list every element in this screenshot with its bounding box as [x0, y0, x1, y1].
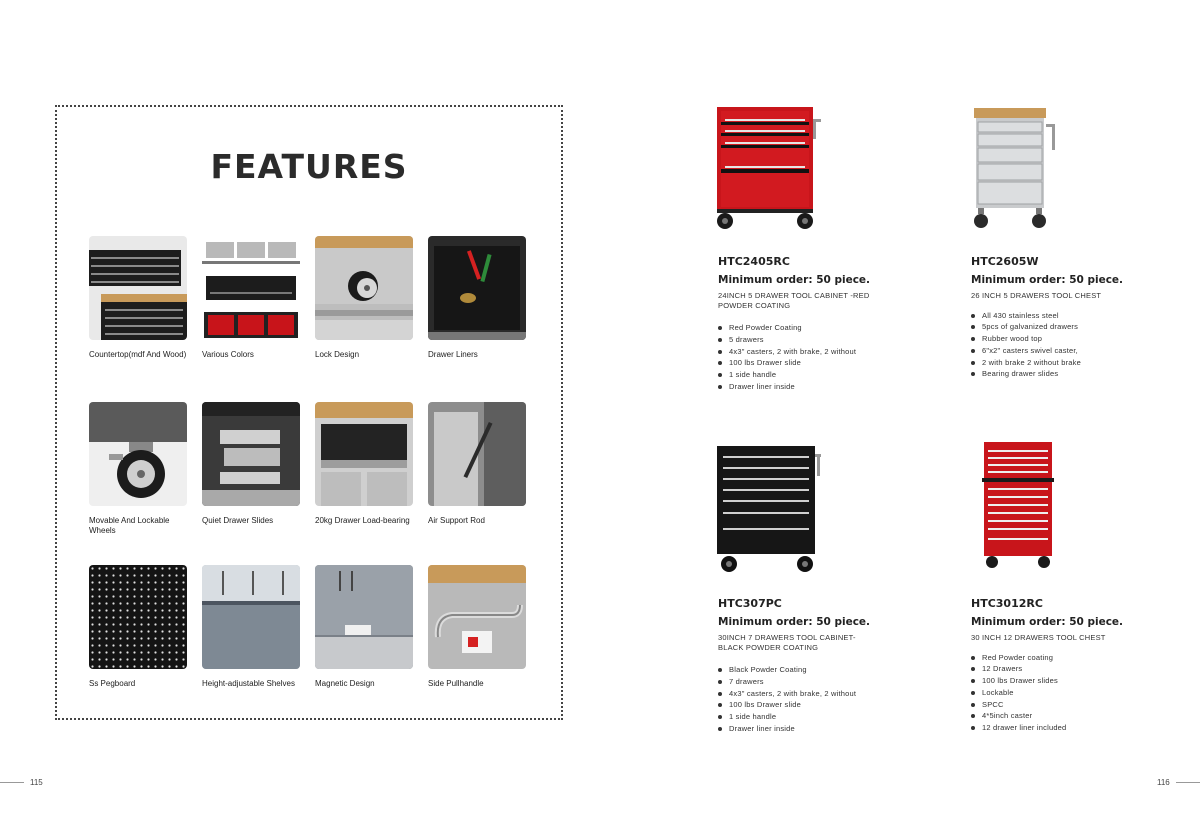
- spec-list: [971, 310, 1200, 381]
- product-description: 30 INCH 12 DRAWERS TOOL CHEST: [971, 633, 1106, 642]
- feature-caption: Side Pullhandle: [428, 679, 484, 688]
- feature-caption: Lock Design: [315, 350, 360, 359]
- product-htc307pc: [718, 597, 958, 735]
- feature-caption: 20kg Drawer Load-bearing: [315, 516, 410, 525]
- lock-design-image: [315, 236, 413, 340]
- spec-item: 100 lbs Drawer slide: [718, 357, 958, 369]
- feature-slides: [202, 402, 302, 526]
- product-code: HTC2405RC: [718, 255, 790, 268]
- minimum-order: Minimum order: 50 piece.: [718, 616, 871, 628]
- feature-caption: Drawer Liners: [428, 350, 478, 359]
- spec-item: 1 side handle: [718, 369, 958, 381]
- spec-item: 1 side handle: [718, 711, 958, 723]
- page-number-right: 116: [1157, 778, 1170, 787]
- feature-lock: [315, 236, 415, 360]
- pullhandle-image: [428, 565, 526, 669]
- shelves-image: [202, 565, 300, 669]
- spec-list: [718, 322, 958, 393]
- spec-item: Red Powder Coating: [718, 322, 958, 334]
- footer-rule-right: [1176, 782, 1200, 783]
- feature-caption: Quiet Drawer Slides: [202, 516, 274, 525]
- spec-item: Rubber wood top: [971, 333, 1200, 345]
- feature-pullhandle: [428, 565, 528, 689]
- feature-caption: Magnetic Design: [315, 679, 375, 688]
- features-title: FEATURES: [210, 147, 408, 186]
- pegboard-image: [89, 565, 187, 669]
- spec-item: 100 lbs Drawer slide: [718, 699, 958, 711]
- magnetic-design-image: [315, 565, 413, 669]
- minimum-order: Minimum order: 50 piece.: [971, 274, 1124, 286]
- htc307pc-product-image: [713, 444, 825, 574]
- feature-shelves: [202, 565, 302, 689]
- htc2405rc-product-image: [713, 105, 825, 233]
- feature-wheels: [89, 402, 189, 535]
- spec-item: 6"x2" casters swivel caster,: [971, 345, 1200, 357]
- htc2605w-product-image: [970, 106, 1078, 234]
- feature-air-rod: [428, 402, 528, 526]
- product-htc3012rc: [971, 597, 1200, 734]
- product-htc2605w: [971, 255, 1200, 380]
- spec-item: 100 lbs Drawer slides: [971, 675, 1200, 687]
- feature-colors: [202, 236, 302, 360]
- spec-item: 5 drawers: [718, 334, 958, 346]
- spec-item: 12 drawer liner included: [971, 722, 1200, 734]
- countertop-image: [89, 236, 187, 340]
- feature-caption: Movable And Lockable Wheels: [89, 516, 170, 535]
- load-bearing-image: [315, 402, 413, 506]
- spec-item: Red Powder coating: [971, 652, 1200, 664]
- spec-item: SPCC: [971, 699, 1200, 711]
- spec-item: 2 with brake 2 without brake: [971, 357, 1200, 369]
- air-support-rod-image: [428, 402, 526, 506]
- minimum-order: Minimum order: 50 piece.: [718, 274, 871, 286]
- feature-magnetic: [315, 565, 415, 689]
- spec-item: Lockable: [971, 687, 1200, 699]
- feature-caption: Various Colors: [202, 350, 254, 359]
- spec-item: All 430 stainless steel: [971, 310, 1200, 322]
- feature-caption: Air Support Rod: [428, 516, 485, 525]
- feature-pegboard: [89, 565, 189, 689]
- spec-item: 4x3" casters, 2 with brake, 2 without: [718, 688, 958, 700]
- feature-countertop: [89, 236, 189, 360]
- minimum-order: Minimum order: 50 piece.: [971, 616, 1124, 628]
- htc3012rc-product-image: [980, 440, 1060, 572]
- wheels-image: [89, 402, 187, 506]
- spec-list: [718, 664, 958, 735]
- feature-liners: [428, 236, 528, 360]
- footer-rule-left: [0, 782, 24, 783]
- spec-item: 7 drawers: [718, 676, 958, 688]
- product-description: 26 INCH 5 DRAWERS TOOL CHEST: [971, 291, 1102, 300]
- page-number-left: 115: [30, 778, 43, 787]
- drawer-slides-image: [202, 402, 300, 506]
- spec-list: [971, 652, 1200, 735]
- spec-item: 5pcs of galvanized drawers: [971, 321, 1200, 333]
- spec-item: Bearing drawer slides: [971, 368, 1200, 380]
- product-code: HTC3012RC: [971, 597, 1043, 610]
- feature-load: [315, 402, 415, 526]
- product-description: 24INCH 5 DRAWER TOOL CABINET -RED POWDER COATING: [718, 291, 870, 310]
- product-code: HTC307PC: [718, 597, 782, 610]
- spec-item: 4x3" casters, 2 with brake, 2 without: [718, 346, 958, 358]
- various-colors-image: [202, 236, 300, 340]
- feature-caption: Ss Pegboard: [89, 679, 136, 688]
- spec-item: 4*5inch caster: [971, 710, 1200, 722]
- feature-caption: Countertop(mdf And Wood): [89, 350, 187, 359]
- drawer-liners-image: [428, 236, 526, 340]
- spec-item: Black Powder Coating: [718, 664, 958, 676]
- spec-item: 12 Drawers: [971, 663, 1200, 675]
- spec-item: Drawer liner inside: [718, 723, 958, 735]
- product-htc2405rc: [718, 255, 958, 393]
- product-code: HTC2605W: [971, 255, 1039, 268]
- product-description: 30INCH 7 DRAWERS TOOL CABINET-BLACK POWDER COATING: [718, 633, 856, 652]
- feature-caption: Height-adjustable Shelves: [202, 679, 295, 688]
- spec-item: Drawer liner inside: [718, 381, 958, 393]
